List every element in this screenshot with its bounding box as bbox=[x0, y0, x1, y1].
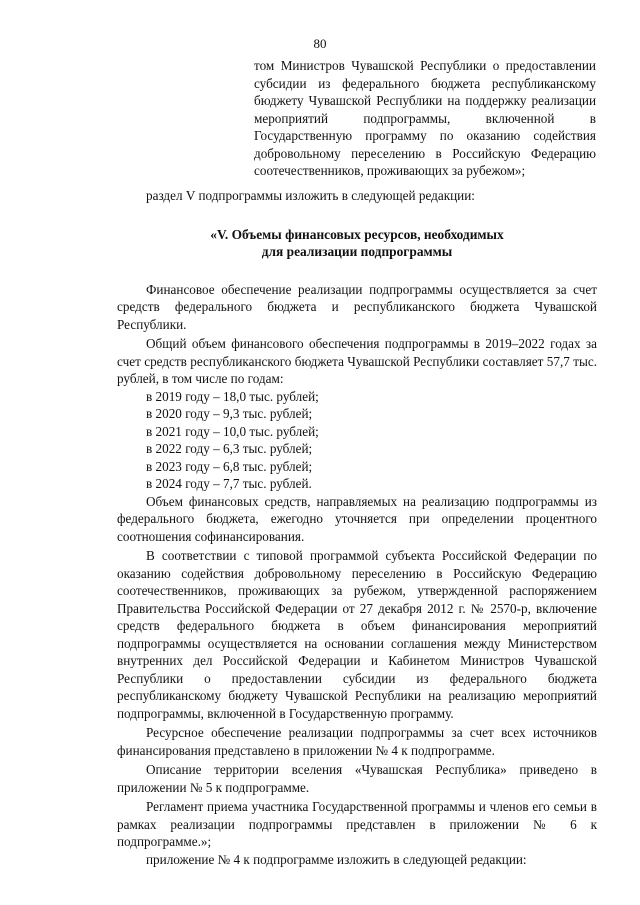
year-item: в 2023 году – 6,8 тыс. рублей; bbox=[146, 458, 313, 474]
paragraph-federal-share: Объем финансовых средств, направляемых на реализацию подпрограммы из федерального бюджета, ежегодно уточняется при определении процентного соотношения софинансирования. bbox=[117, 493, 597, 544]
continuation-paragraph: том Министров Чувашской Республики о предоставлении субсидии из федерального бюджета республиканскому бюджету Чувашской Республики на поддержку реализации мероприятий подпрограммы, включенной в Государственную программу по оказанию содействия добровольному переселению в Российскую Федерацию соотечественников, проживающих за рубежом»; bbox=[254, 58, 596, 178]
paragraph-typical-program: В соответствии с типовой программой субъекта Российской Федерации по оказанию содействия добровольному переселению в Российскую Федерацию соотечественников, проживающих за рубежом, утвержденной распоряжением Правительства Российской Федерации от 27 декабря 2012 г. № 2570-р, включение средств федерального бюджета в объем финансирования мероприятий подпрограммы осуществляется на основании соглашения между Министерством внутренних дел Российской Федерации и Кабинетом Министров Чувашской Республики о предоставлении субсидии из федерального бюджета республиканскому бюджету Чувашской Республики на реализацию мероприятий подпрограммы, включенной в Государственную программу. bbox=[117, 548, 597, 721]
document-body bbox=[117, 187, 597, 868]
paragraph-appendix-4: приложение № 4 к подпрограмме изложить в следующей редакции: bbox=[146, 851, 527, 867]
page-number: 80 bbox=[313, 36, 327, 51]
paragraph-financing-sources: Финансовое обеспечение реализации подпрограммы осуществляется за счет средств федерального бюджета и республиканского бюджета Чувашской Республики. bbox=[117, 281, 597, 332]
paragraph-resource-support: Ресурсное обеспечение реализации подпрограммы за счет всех источников финансирования представлено в приложении № 4 к подпрограмме. bbox=[117, 725, 597, 758]
year-item: в 2024 году – 7,7 тыс. рублей. bbox=[146, 476, 312, 491]
paragraph-regulation: Регламент приема участника Государственной программы и членов его семьи в рамках реализации подпрограммы представлен в приложении № 6 к подпрограмме.»; bbox=[117, 799, 597, 849]
year-item: в 2021 году – 10,0 тыс. рублей; bbox=[146, 423, 319, 439]
continuation-text bbox=[254, 57, 596, 180]
section-title-line-1: «V. Объемы финансовых ресурсов, необходимых bbox=[210, 226, 504, 242]
section-title-line-2: для реализации подпрограммы bbox=[261, 244, 453, 259]
year-list bbox=[117, 388, 597, 493]
section-title bbox=[117, 226, 597, 261]
intro-paragraph: раздел V подпрограммы изложить в следующей редакции: bbox=[146, 188, 475, 203]
paragraph-total-volume: Общий объем финансового обеспечения подпрограммы в 2019–2022 годах за счет средств республиканского бюджета Чувашской Республики составляет 57,7 тыс. рублей, в том числе по годам: bbox=[117, 336, 597, 386]
year-item: в 2020 году – 9,3 тыс. рублей; bbox=[146, 406, 313, 421]
year-item: в 2022 году – 6,3 тыс. рублей; bbox=[146, 441, 313, 456]
paragraph-territory: Описание территории вселения «Чувашская Республика» приведено в приложении № 5 к подпрограмме. bbox=[117, 762, 597, 795]
year-item: в 2019 году – 18,0 тыс. рублей; bbox=[146, 388, 319, 404]
